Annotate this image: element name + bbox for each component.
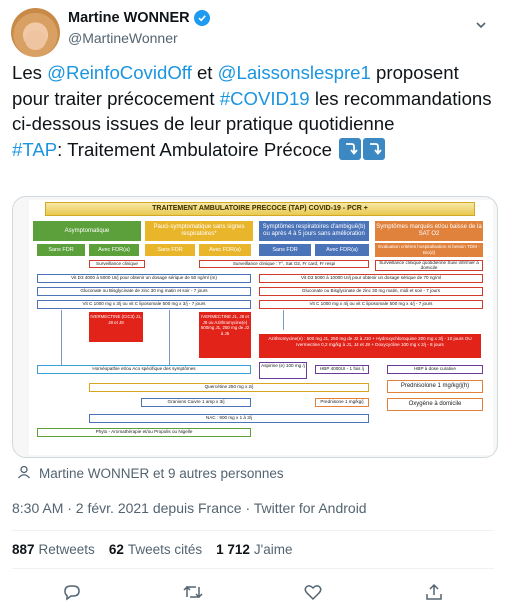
divider	[12, 568, 494, 569]
prednisolone-box: Prednisolone 1 mg/kg/j(h)	[387, 380, 483, 393]
flowchart-title: TRAITEMENT AMBULATOIRE PRECOCE (TAP) COVID-19 - PCR +	[45, 202, 475, 216]
share-icon[interactable]	[421, 579, 447, 605]
vitd-box-2: Vit D3 5000 à 10000 UI/j pour obtenir un dosage sérique de 70 ng/ml	[259, 274, 483, 283]
sans-fdr-2: Sans FDR	[145, 244, 195, 256]
phyto-box: Phyto - Aromathérapie et/ou Propolis ou Nigelle	[37, 428, 251, 437]
author-handle[interactable]: @MartineWonner	[68, 30, 178, 46]
col-symptomes-respiratoires: Symptômes respiratoires d'ambiguë(b) ou après 4 à 5 jours sans amélioration	[259, 221, 369, 241]
liked-by-row[interactable]	[17, 465, 284, 482]
sans-fdr-1: Sans FDR	[37, 244, 85, 256]
col-symptomes-marques: Symptômes marqués et/ou baisse de la SAT O2	[375, 221, 483, 241]
tweet-stats	[12, 542, 293, 557]
evaluation-box: Evaluation critères hospitalisation si besoin TDM - Bio(d)	[375, 243, 483, 257]
quotes-stat[interactable]	[109, 542, 202, 557]
avec-fdr-1: Avec FDR(a)	[89, 244, 139, 256]
likes-label: J'aime	[253, 542, 293, 557]
hbp-box-2: HBP à dose curative	[387, 365, 483, 374]
reply-icon[interactable]	[59, 579, 85, 605]
homeopathie-box: Homéopathie et/ou Aco spécifique des symptômes	[37, 365, 251, 374]
nac-box: NAC : 900 mg x 1 à 3/j	[89, 414, 369, 423]
quotes-label: Tweets cités	[127, 542, 203, 557]
azithromycine-box: Azithromycine(e) : 500 mg J1, 250 mg de J2 à J10 + Hydroxychloroquine 200 mg x 3/j - 10 jours OU Ivermectine 0,2 mg/kg à J1, J4 et J8 + Doxycycline 100 mg x 2/j - 8 jours	[259, 334, 481, 358]
arrow-curving-down-emoji-icon	[363, 138, 385, 160]
divider	[12, 530, 494, 531]
avec-fdr-2: Avec FDR(a)	[199, 244, 251, 256]
vitc-box-1: Vit C 1000 mg x 3/j ou vit C liposomale 500 mg x 3/j - 7 jours	[37, 300, 251, 309]
connector-line	[169, 310, 170, 370]
hashtag-link[interactable]: #COVID19	[219, 87, 310, 109]
tweet-text-part: : Traitement Ambulatoire Précoce	[57, 138, 338, 160]
hbp-box-1: HBP 4000UI - 1 fois /j	[315, 365, 369, 374]
quercetine-box: Quercétine 250 mg x 2/j	[89, 383, 369, 392]
ivermectine-box-2: IVERMECTINE J1, J8 et J8 ou Azithromycine(e) 500mg J1, 250 mg de J2 à J5	[199, 312, 251, 358]
tweet-image-card[interactable]	[12, 196, 498, 458]
verified-badge-icon	[194, 10, 210, 26]
tweet-text	[12, 60, 498, 162]
treatment-flowchart-image	[29, 200, 493, 455]
retweets-label: Retweets	[38, 542, 95, 557]
retweets-stat[interactable]	[12, 542, 95, 557]
tweet-text-part: et	[191, 62, 218, 83]
likes-stat[interactable]	[216, 542, 292, 557]
liked-by-text[interactable]: Martine WONNER et 9 autres personnes	[39, 466, 284, 481]
prednisone-box: Prednisone 1 mg/kg/j	[315, 398, 369, 407]
like-heart-icon[interactable]	[300, 579, 326, 605]
connector-line	[283, 310, 284, 330]
author-name[interactable]: Martine WONNER	[68, 10, 190, 26]
likes-count: 1 712	[216, 542, 250, 557]
mention-link[interactable]: @ReinfoCovidOff	[47, 62, 192, 83]
col-pauci: Pauci-symptomatique sans signes respiratoires*	[145, 221, 253, 241]
tweet-meta: 8:30 AM · 2 févr. 2021 depuis France · Twitter for Android	[12, 500, 367, 516]
quotes-count: 62	[108, 542, 124, 557]
arrow-curving-down-emoji-icon	[339, 138, 361, 160]
oxygene-box: Oxygène à domicile	[387, 398, 483, 411]
hashtag-link[interactable]: #TAP	[12, 138, 58, 160]
tweet-text-part: proposent pour traiter précocement	[12, 62, 459, 109]
surveillance-box-1: Surveillance clinique	[89, 260, 145, 268]
surveillance-box-2: Surveillance clinique : T°, Sat O2, Fr card, Fr respi	[199, 260, 369, 268]
vitd-box-1: Vit D3 4000 à 5000 UI/j pour obtenir un dosage sérique de 50 ng/ml (m)	[37, 274, 251, 283]
granions-box: Granions Cuivre 1 amp x 3/j	[141, 398, 251, 407]
ivermectine-box-1: IVERMECTINE (CIC3) J1, J8 et J8	[89, 312, 143, 342]
retweet-icon[interactable]	[180, 579, 206, 605]
action-bar	[12, 578, 494, 606]
aspirine-box: Aspirine (e) 100 mg /j	[259, 362, 307, 379]
author-name-row[interactable]	[68, 10, 210, 26]
zinc-box-1: Gluconate ou Bisglycinate de zinc 30 mg matin et soir - 7 jours	[37, 287, 251, 296]
surveillance-box-3: Surveillance clinique quotidienne Suivi infirmier à domicile	[375, 260, 483, 271]
tweet-text-part: les recommandations ci-dessous issues de leur pratique quotidienne	[12, 87, 492, 134]
mention-link[interactable]: @Laissonslespre1	[217, 62, 371, 83]
col-asymptomatique: Asymptomatique	[33, 221, 141, 241]
vitc-box-2: Vit C 1000 mg x 4/j ou vit C liposomale 500 mg x 4/j - 7 jours	[259, 300, 483, 309]
avatar[interactable]	[11, 8, 60, 57]
tweet-text-part: Les	[12, 62, 48, 83]
zinc-box-2: Gluconate ou Bisglycinate de zinc 30 mg matin, midi et soir - 7 jours	[259, 287, 483, 296]
avec-fdr-3: Avec FDR(a)	[315, 244, 369, 256]
person-icon	[17, 465, 31, 482]
retweets-count: 887	[12, 542, 35, 557]
sans-fdr-3: Sans FDR	[259, 244, 311, 256]
connector-line	[61, 310, 62, 370]
more-options-chevron-icon[interactable]	[470, 14, 492, 36]
